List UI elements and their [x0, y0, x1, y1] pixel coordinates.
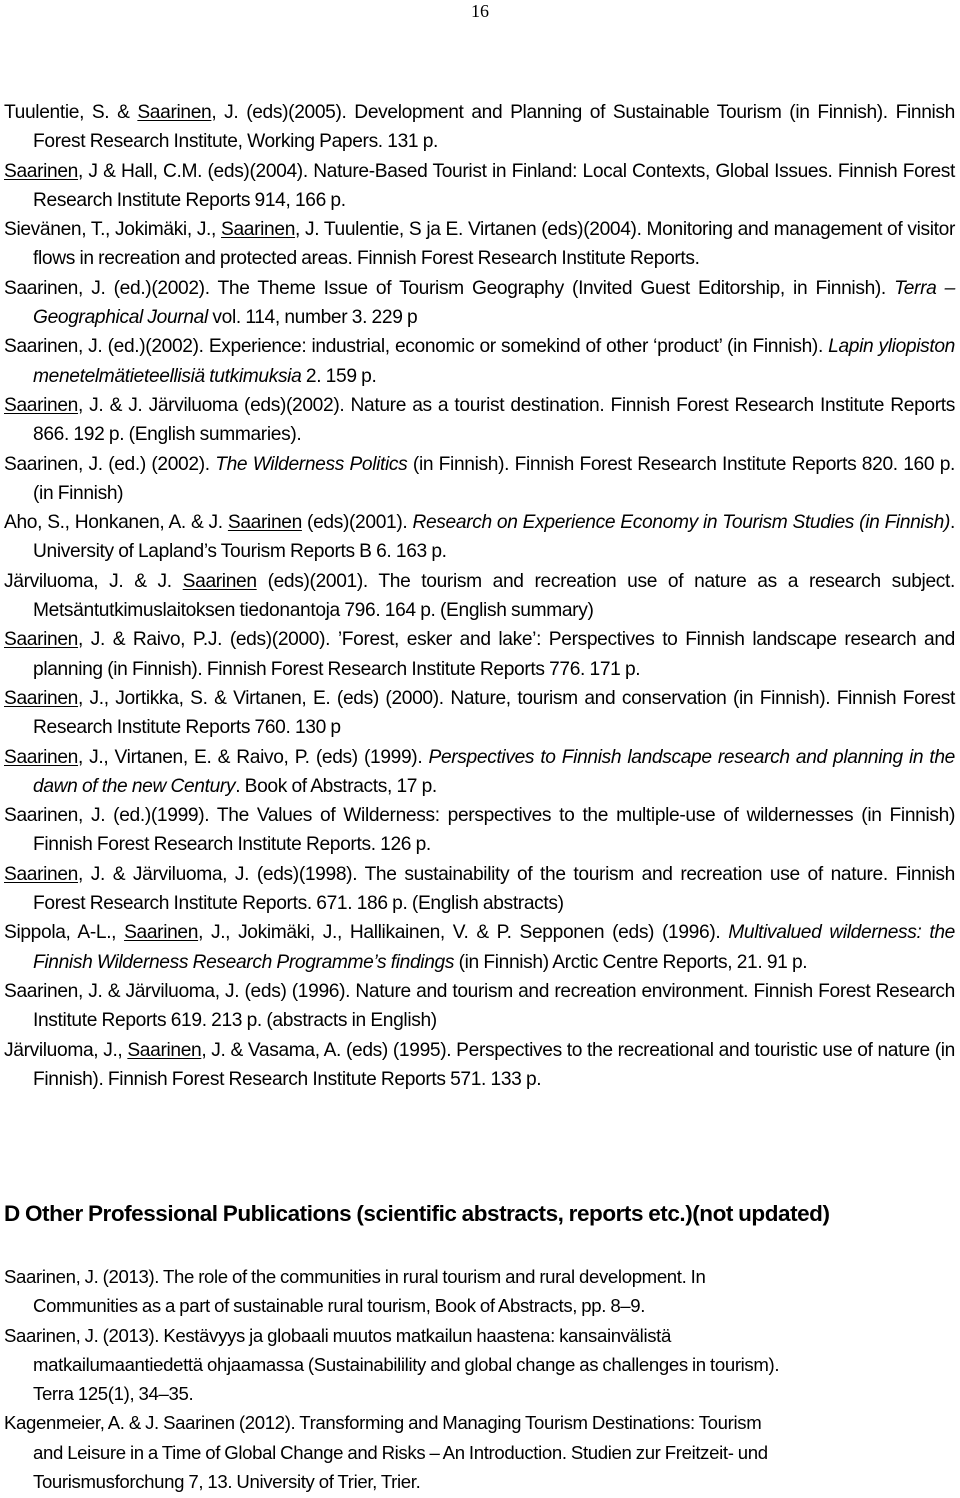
reference-text: , J. & Vasama, A. (eds) (1995). Perspectives to the recreational and touristic use of nature (in Finnish). Finnish Forest Research Institute Reports 571. 133 p. [33, 1039, 956, 1090]
reference-list [4, 98, 955, 1094]
author-underlined: Saarinen [4, 746, 79, 768]
reference-text: (in Finnish). Finnish Forest Research Institute Reports 820. 160 p. (in Finnish) [33, 453, 955, 504]
author-underlined: Saarinen [221, 219, 296, 241]
reference-entry [4, 625, 955, 684]
reference-entry [4, 1262, 944, 1321]
reference-text: Saarinen, J. (2013). Kestävyys ja globaali muutos matkailun haastena: kansainvälistä [4, 1324, 671, 1346]
section-heading: D Other Professional Publications (scientific abstracts, reports etc.)(not updated) [4, 1201, 830, 1226]
reference-text: , J. & Järviluoma, J. (eds)(1998). The sustainability of the tourism and recreation use of nature. Finnish Forest Research Institute Reports. 671. 186 p. (English abstracts) [33, 863, 955, 915]
reference-text: Järviluoma, J., [4, 1039, 128, 1061]
reference-entry [4, 274, 955, 333]
reference-text: Tuulentie, S. & [4, 102, 138, 123]
reference-entry [4, 98, 955, 157]
reference-text: Tourismusforchung 7, 13. University of Trier, Trier. [33, 1471, 421, 1493]
reference-entry [4, 1321, 944, 1409]
reference-text: and Leisure in a Time of Global Change and Risks – An Introduction. Studien zur Freitzeit- und [33, 1441, 768, 1463]
reference-entry [4, 450, 955, 509]
reference-text: (in Finnish) Arctic Centre Reports, 21. 91 p. [454, 951, 808, 973]
reference-entry [4, 918, 955, 977]
reference-text: , J., Virtanen, E. & Raivo, P. (eds) (1999). [78, 746, 429, 768]
title-italic: Research on Experience Economy in Tourism Studies (in Finnish) [412, 512, 951, 534]
reference-text: Aho, S., Honkanen, A. & J. [4, 512, 228, 534]
author-underlined: Saarinen [4, 629, 79, 651]
reference-text: , J. Tuulentie, S ja E. Virtanen (eds)(2004). Monitoring and management of visitor flows in recreation and protected areas. Finnish Forest Research Institute Reports. [33, 219, 955, 270]
reference-text: , J. & J. Järviluoma (eds)(2002). Nature as a tourist destination. Finnish Forest Research Institute Reports 866. 192 p. (English summaries). [33, 394, 955, 446]
reference-text: Saarinen, J. (2013). The role of the communities in rural tourism and rural development. In [4, 1266, 706, 1287]
reference-entry [4, 215, 955, 274]
reference-entry [4, 332, 955, 391]
reference-text: Järviluoma, J. & J. [4, 570, 183, 592]
author-underlined: Saarinen [124, 922, 199, 944]
reference-text: (eds)(2001). [301, 512, 413, 534]
reference-entry [4, 801, 955, 860]
page-number: 16 [471, 1, 489, 21]
reference-entry [4, 567, 955, 626]
reference-text: Saarinen, J. (ed.)(2002). The Theme Issue of Tourism Geography (Invited Guest Editorship, in Finnish). [4, 277, 895, 299]
reference-entry [4, 391, 955, 450]
reference-entry [4, 860, 955, 919]
reference-entry [4, 684, 955, 743]
title-italic: Lapin yliopiston menetelmätieteellisiä tutkimuksia [33, 336, 956, 387]
reference-text: . University of Lapland’s Tourism Reports B 6. 163 p. [33, 512, 955, 563]
reference-text: Saarinen, J. (ed.)(1999). The Values of Wilderness: perspectives to the multiple-use of wildernesses (in Finnish) Finnish Forest Research Institute Reports. 126 p. [4, 805, 955, 856]
title-italic: Multivalued wilderness: the Finnish Wilderness Research Programme’s findings [33, 922, 956, 973]
reference-text: vol. 114, number 3. 229 p [207, 307, 418, 329]
reference-text: , J., Jortikka, S. & Virtanen, E. (eds) (2000). Nature, tourism and conservation (in Finnish). Finnish Forest Research Institute Reports 760. 130 p [33, 687, 955, 739]
reference-text: 2. 159 p. [301, 365, 377, 387]
author-underlined: Saarinen [4, 394, 79, 416]
reference-entry [4, 1036, 955, 1095]
reference-text: . Book of Abstracts, 17 p. [235, 775, 437, 797]
reference-text: Sievänen, T., Jokimäki, J., [4, 219, 222, 241]
reference-list-other [4, 1262, 944, 1496]
author-underlined: Saarinen [182, 570, 257, 592]
reference-entry [4, 977, 955, 1036]
reference-text: Saarinen, J. & Järviluoma, J. (eds) (1996). Nature and tourism and recreation environment. Finnish Forest Research Institute Reports 619. 213 p. (abstracts in English) [4, 980, 955, 1032]
author-underlined: Saarinen [4, 863, 79, 885]
reference-entry [4, 1408, 944, 1496]
author-underlined: Saarinen [4, 160, 79, 182]
reference-text: matkailumaantiedettä ohjaamassa (Sustainabilility and global change as challenges in tourism). [33, 1353, 780, 1375]
reference-text: Kagenmeier, A. & J. Saarinen (2012). Transforming and Managing Tourism Destinations: Tourism [4, 1412, 762, 1434]
reference-text: , J. (eds)(2005). Development and Planning of Sustainable Tourism (in Finnish). Finnish Forest Research Institute, Working Papers. 131 p. [33, 102, 955, 153]
author-underlined: Saarinen [4, 687, 79, 709]
reference-text: , J. & Raivo, P.J. (eds)(2000). ’Forest, esker and lake’: Perspectives to Finnish landscape research and planning (in Finnish). Finnish Forest Research Institute Reports 776. 171 p. [33, 629, 955, 680]
reference-text: Communities as a part of sustainable rural tourism, Book of Abstracts, pp. 8–9. [33, 1295, 646, 1317]
title-italic: Terra – Geographical Journal [33, 277, 955, 329]
reference-text: , J & Hall, C.M. (eds)(2004). Nature-Based Tourist in Finland: Local Contexts, Global Issues. Finnish Forest Research Institute Reports 914, 166 p. [33, 160, 955, 211]
reference-text: Sippola, A-L., [4, 922, 125, 944]
title-italic: Perspectives to Finnish landscape research and planning in the dawn of the new Century [33, 746, 955, 797]
author-underlined: Saarinen [227, 512, 302, 534]
reference-entry [4, 508, 955, 567]
reference-text: (eds)(2001). The tourism and recreation use of nature as a research subject. Metsäntutkimuslaitoksen tiedonantoja 796. 164 p. (English summary) [33, 570, 955, 622]
reference-entry [4, 743, 955, 802]
title-italic: The Wilderness Politics [215, 453, 408, 475]
reference-text: Saarinen, J. (ed.) (2002). [4, 453, 216, 475]
author-underlined: Saarinen [137, 102, 212, 123]
reference-entry [4, 157, 955, 216]
reference-text: Terra 125(1), 34–35. [33, 1383, 194, 1405]
author-underlined: Saarinen [127, 1039, 202, 1061]
reference-text: , J., Jokimäki, J., Hallikainen, V. & P. Sepponen (eds) (1996). [198, 922, 729, 944]
reference-text: Saarinen, J. (ed.)(2002). Experience: industrial, economic or somekind of other ‘product’ (in Finnish). [4, 336, 829, 358]
